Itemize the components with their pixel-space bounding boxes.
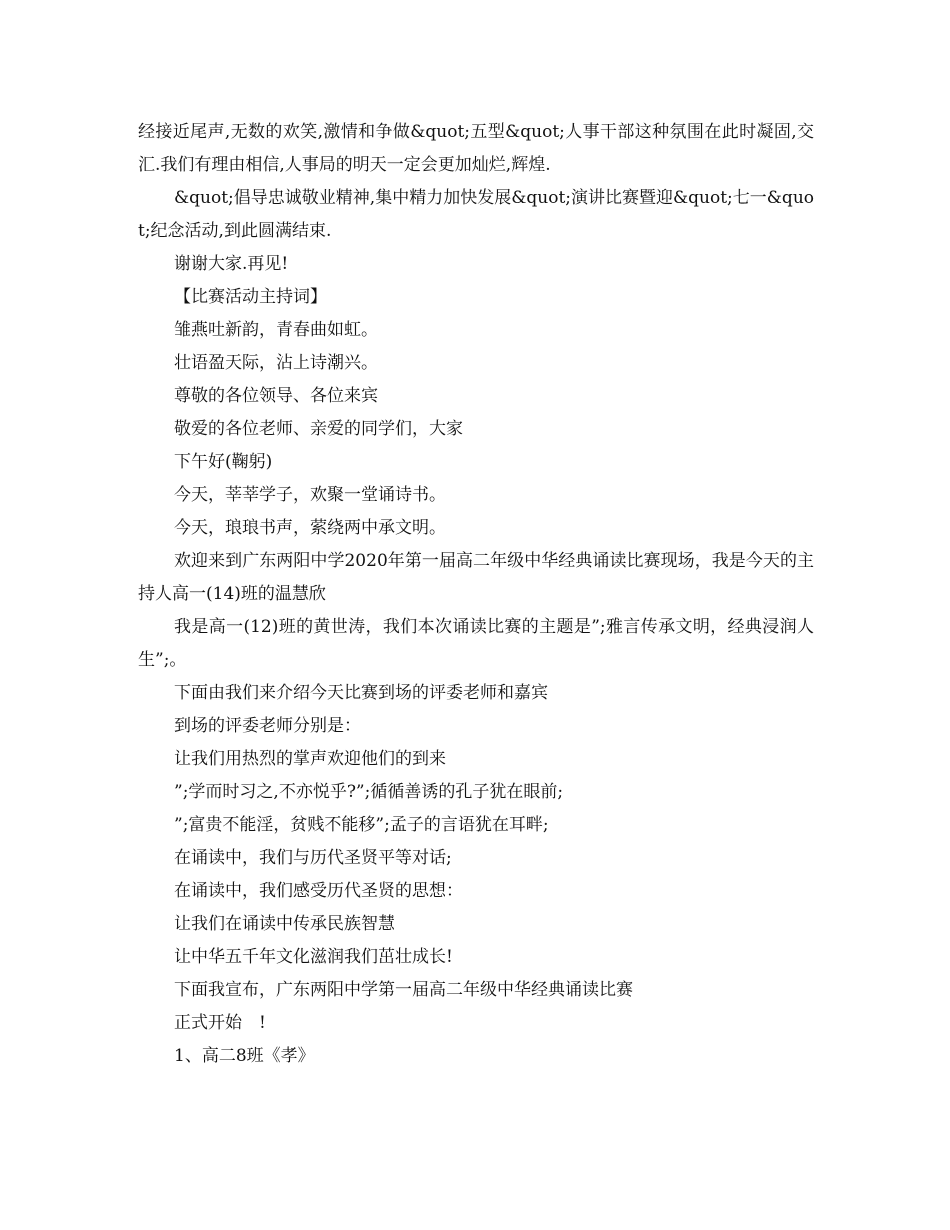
paragraph-10: 今天，莘莘学子，欢聚一堂诵诗书。 — [174, 485, 446, 505]
paragraph-5: 雏燕吐新韵，青春曲如虹。 — [174, 320, 378, 340]
paragraph-20: 在诵读中，我们感受历代圣贤的思想： — [174, 881, 463, 901]
paragraph-24: 正式开始 ! — [174, 1013, 266, 1033]
paragraph-8: 敬爱的各位老师、亲爱的同学们，大家 — [174, 419, 463, 439]
paragraph-9: 下午好(鞠躬) — [174, 452, 273, 472]
paragraph-22: 让中华五千年文化滋润我们茁壮成长! — [174, 947, 453, 967]
paragraph-7: 尊敬的各位领导、各位来宾 — [174, 386, 378, 406]
paragraph-2: &quot;倡导忠诚敬业精神,集中精力加快发展&quot;演讲比赛暨迎&quot;七一&quot;纪念活动,到此圆满结束. — [138, 188, 814, 241]
paragraph-4: 【比赛活动主持词】 — [174, 287, 327, 307]
paragraph-18: ”;富贵不能淫，贫贱不能移”;孟子的言语犹在耳畔; — [174, 815, 549, 835]
paragraph-11: 今天，琅琅书声，萦绕两中承文明。 — [174, 518, 446, 538]
paragraph-23: 下面我宣布，广东两阳中学第一届高二年级中华经典诵读比赛 — [174, 980, 633, 1000]
paragraph-21: 让我们在诵读中传承民族智慧 — [174, 914, 395, 934]
paragraph-16: 让我们用热烈的掌声欢迎他们的到来 — [174, 749, 446, 769]
document-body — [138, 116, 814, 1073]
paragraph-13: 我是高一(12)班的黄世涛，我们本次诵读比赛的主题是”;雅言传承文明，经典浸润人生”;。 — [138, 617, 814, 670]
paragraph-6: 壮语盈天际，沾上诗潮兴。 — [174, 353, 378, 373]
paragraph-19: 在诵读中，我们与历代圣贤平等对话; — [174, 848, 452, 868]
paragraph-15: 到场的评委老师分别是： — [174, 716, 361, 736]
paragraph-12: 欢迎来到广东两阳中学2020年第一届高二年级中华经典诵读比赛现场，我是今天的主持人高一(14)班的温慧欣 — [138, 551, 814, 604]
paragraph-3: 谢谢大家.再见! — [174, 254, 289, 274]
paragraph-1: 经接近尾声,无数的欢笑,激情和争做&quot;五型&quot;人事干部这种氛围在此时凝固,交汇.我们有理由相信,人事局的明天一定会更加灿烂,辉煌. — [138, 122, 814, 175]
paragraph-17: ”;学而时习之,不亦悦乎?”;循循善诱的孔子犹在眼前; — [174, 782, 564, 802]
paragraph-14: 下面由我们来介绍今天比赛到场的评委老师和嘉宾 — [174, 683, 548, 703]
paragraph-25: 1、高二8班《孝》 — [174, 1046, 315, 1066]
